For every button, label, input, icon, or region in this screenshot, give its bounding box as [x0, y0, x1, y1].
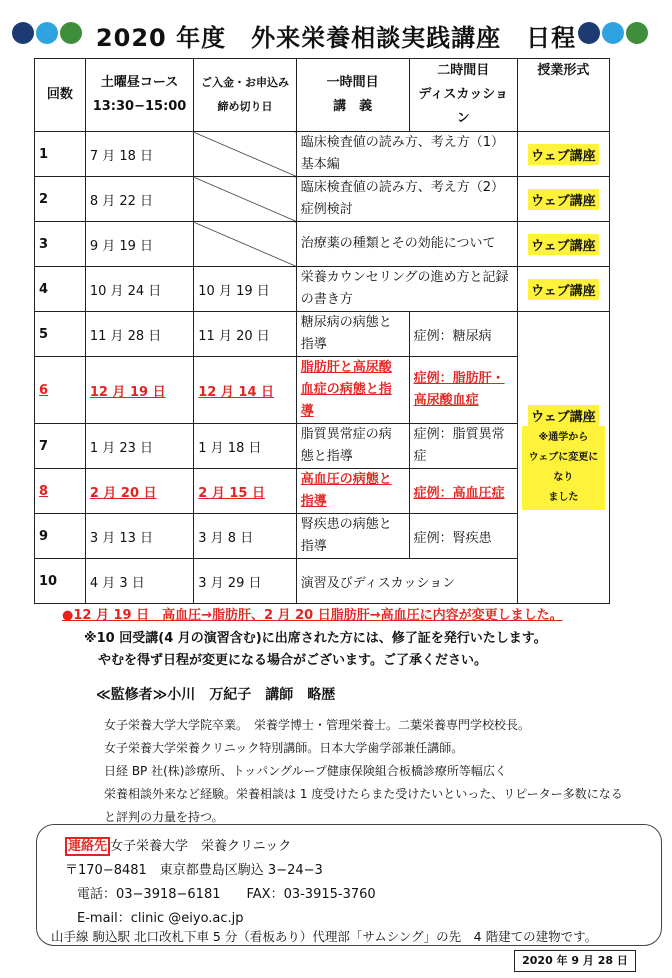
- header-no: 回数: [35, 59, 86, 132]
- merged-format-cell: [517, 312, 609, 604]
- row-lecture: 臨床検査値の読み方、考え方（1）基本編: [296, 132, 517, 177]
- row-date: 12 月 19 日: [85, 357, 193, 424]
- contact-access: 山手線 駒込駅 北口改札下車 5 分（看板あり）代理部「サムシング」の先 4 階建ての建物です。: [51, 929, 598, 944]
- table-row: [35, 177, 610, 222]
- row-deadline: 10 月 19 日: [194, 267, 296, 312]
- dot-icon: [602, 22, 624, 44]
- dot-icon: [578, 22, 600, 44]
- contact-address: 〒170−8481 東京都豊島区駒込 3−24−3: [65, 863, 323, 878]
- dot-icon: [626, 22, 648, 44]
- table-row: [35, 267, 610, 312]
- row-date: 2 月 20 日: [85, 469, 193, 514]
- contact-line-org: [65, 835, 291, 854]
- row-date: 8 月 22 日: [85, 177, 193, 222]
- row-deadline: 3 月 29 日: [194, 559, 296, 604]
- header-date: [85, 59, 193, 132]
- row-deadline: 3 月 8 日: [194, 514, 296, 559]
- note-schedule-change: やむを得ず日程が変更になる場合がございます。ご了承ください。: [98, 653, 487, 668]
- supervisor-heading: ≪監修者≫小川 万紀子 講師 略歴: [96, 687, 336, 703]
- row-no: 8: [35, 469, 86, 514]
- format-note-line3: ました: [548, 492, 579, 503]
- note-certificate: ※10 回受講(4 月の演習含む)に出席された方には、修了証を発行いたします。: [84, 631, 547, 646]
- contact-org: 女子栄養大学 栄養クリニック: [110, 839, 292, 854]
- row-discussion: 症例：糖尿病: [409, 312, 517, 357]
- format-note-line2: ウェブに変更になり: [528, 452, 599, 483]
- date-stamp: 2020 年 9 月 28 日: [514, 950, 636, 972]
- row-date: 4 月 3 日: [85, 559, 193, 604]
- row-no: 7: [35, 424, 86, 469]
- row-date: 1 月 23 日: [85, 424, 193, 469]
- row-no: 5: [35, 312, 86, 357]
- header-discussion: [409, 59, 517, 132]
- row-date: 9 月 19 日: [85, 222, 193, 267]
- row-date: 3 月 13 日: [85, 514, 193, 559]
- header-date-line2: 13:30−15:00: [92, 99, 187, 114]
- row-deadline: 1 月 18 日: [194, 424, 296, 469]
- row-lecture: 演習及びディスカッション: [296, 559, 517, 604]
- row-no: 9: [35, 514, 86, 559]
- row-deadline: 11 月 20 日: [194, 312, 296, 357]
- decorative-dots-left: [12, 22, 82, 44]
- row-format: [517, 222, 609, 267]
- row-discussion: 症例：脂肪肝・高尿酸血症: [409, 357, 517, 424]
- row-lecture: 脂肪肝と高尿酸血症の病態と指導: [296, 357, 409, 424]
- dot-icon: [36, 22, 58, 44]
- row-format: [517, 267, 609, 312]
- web-badge: ウェブ講座: [528, 405, 598, 426]
- row-lecture: 糖尿病の病態と指導: [296, 312, 409, 357]
- row-deadline-empty: [194, 177, 296, 222]
- row-no: 3: [35, 222, 86, 267]
- header-discussion-line1: 二時間目: [437, 63, 490, 78]
- row-deadline-empty: [194, 132, 296, 177]
- bio-line: 栄養相談外来など経験。栄養相談は 1 度受けたらまた受けたいといった、リピーター多数になる: [104, 787, 623, 801]
- row-discussion: 症例：腎疾患: [409, 514, 517, 559]
- header-deadline-line1: ご入金・お申込み: [200, 76, 289, 89]
- format-note-line1: ※通学から: [538, 432, 589, 443]
- row-no: 4: [35, 267, 86, 312]
- row-no: 6: [35, 357, 86, 424]
- row-format: [517, 177, 609, 222]
- row-discussion: 症例：脂質異常症: [409, 424, 517, 469]
- header-lecture-line1: 一時間目: [326, 75, 379, 90]
- row-discussion: 症例：高血圧症: [409, 469, 517, 514]
- web-badge: ウェブ講座: [528, 144, 598, 165]
- change-notice: ●12 月 19 日 高血圧→脂肪肝、2 月 20 日脂肪肝→高血圧に内容が変更しました。: [62, 608, 563, 623]
- web-badge: ウェブ講座: [528, 234, 598, 255]
- row-lecture: 臨床検査値の読み方、考え方（2）症例検討: [296, 177, 517, 222]
- table-header-row: [35, 59, 610, 132]
- row-deadline: 2 月 15 日: [194, 469, 296, 514]
- dot-icon: [60, 22, 82, 44]
- row-lecture: 脂質異常症の病態と指導: [296, 424, 409, 469]
- row-lecture: 栄養カウンセリングの進め方と記録の書き方: [296, 267, 517, 312]
- table-row: [35, 222, 610, 267]
- contact-label: 連絡先: [65, 837, 110, 856]
- row-date: 10 月 24 日: [85, 267, 193, 312]
- table-row: [35, 132, 610, 177]
- contact-phone: 電話：03−3918−6181 FAX：03-3915-3760: [77, 887, 376, 902]
- contact-box: [36, 824, 662, 946]
- header-lecture: [296, 59, 409, 132]
- row-no: 2: [35, 177, 86, 222]
- web-badge: ウェブ講座: [528, 189, 598, 210]
- header-deadline-line2: 締め切り日: [217, 100, 273, 113]
- contact-email[interactable]: E-mail：clinic @eiyo.ac.jp: [77, 911, 244, 926]
- bio-line: と評判の力量を持つ。: [104, 810, 224, 824]
- schedule-table: [34, 58, 610, 604]
- row-deadline-empty: [194, 222, 296, 267]
- page-title: 2020 年度 外来栄養相談実践講座 日程: [95, 24, 577, 52]
- row-date: 7 月 18 日: [85, 132, 193, 177]
- row-lecture: 腎疾患の病態と指導: [296, 514, 409, 559]
- header-format: 授業形式: [517, 59, 609, 132]
- decorative-dots-right: [578, 22, 648, 44]
- title-bar: [0, 8, 672, 58]
- supervisor-bio: [104, 714, 664, 829]
- row-format: [517, 132, 609, 177]
- notes-block: [84, 628, 547, 672]
- row-lecture: 高血圧の病態と指導: [296, 469, 409, 514]
- table-row: [35, 312, 610, 357]
- row-no: 1: [35, 132, 86, 177]
- row-lecture: 治療薬の種類とその効能について: [296, 222, 517, 267]
- header-date-line1: 土曜昼コース: [100, 75, 179, 90]
- header-discussion-line2: ディスカッション: [418, 87, 508, 126]
- bio-line: 日経 BP 社(株)診療所、トッパングループ健康保険組合板橋診療所等幅広く: [104, 764, 507, 778]
- dot-icon: [12, 22, 34, 44]
- format-change-note: [522, 426, 605, 510]
- row-no: 10: [35, 559, 86, 604]
- header-deadline: [194, 59, 296, 132]
- row-deadline: 12 月 14 日: [194, 357, 296, 424]
- web-badge: ウェブ講座: [528, 279, 598, 300]
- bio-line: 女子栄養大学大学院卒業。 栄養学博士・管理栄養士。二葉栄養専門学校校長。: [104, 718, 531, 732]
- row-date: 11 月 28 日: [85, 312, 193, 357]
- header-lecture-line2: 講 義: [333, 99, 373, 114]
- bio-line: 女子栄養大学栄養クリニック特別講師。日本大学歯学部兼任講師。: [104, 741, 464, 755]
